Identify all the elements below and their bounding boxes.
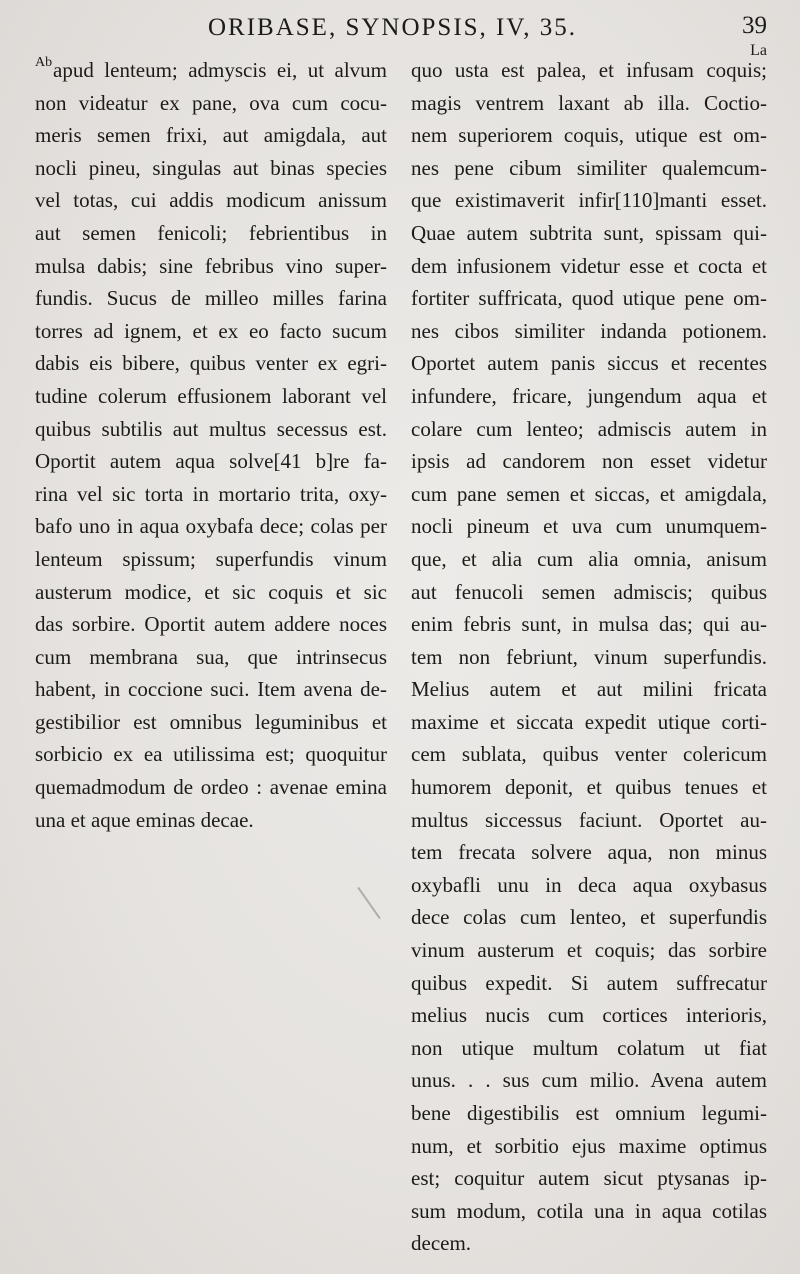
text-line: cum membrana sua, que intrinsecus bbox=[35, 644, 387, 669]
text-line: torres ad ignem, et ex eo facto sucum bbox=[35, 318, 387, 343]
text-line: cum pane semen et siccas, et amigdala, bbox=[411, 481, 767, 506]
text-line: quo usta est palea, et infusam coquis; bbox=[411, 58, 767, 82]
text-line: magis ventrem laxant ab illa. Coctio- bbox=[411, 90, 767, 115]
text-line: multus siccessus faciunt. Oportet au- bbox=[411, 807, 767, 832]
text-line: bene digestibilis est omnium legumi- bbox=[411, 1101, 767, 1125]
text-line: fortiter suffricata, quod utique pene om- bbox=[411, 286, 767, 311]
text-line: das sorbire. Oportit autem addere noces bbox=[35, 612, 387, 637]
text-line: tem non febriunt, vinum superfundis. bbox=[411, 644, 767, 669]
text-line: gestibilior est omnibus leguminibus et bbox=[35, 709, 387, 734]
stray-ink-mark bbox=[357, 887, 380, 919]
text-line: fundis. Sucus de milleo milles farina bbox=[35, 286, 387, 311]
text-line: infundere, fricare, jungendum aqua et bbox=[411, 383, 767, 408]
text-line: non utique multum colatum ut fiat bbox=[411, 1035, 767, 1060]
text-line: Quae autem subtrita sunt, spissam qui- bbox=[411, 220, 767, 245]
text-line: aut fenucoli semen admiscis; quibus bbox=[411, 579, 767, 604]
text-line: Oportet autem panis siccus et recentes bbox=[411, 351, 767, 376]
text-line: unus. . . sus cum milio. Avena autem bbox=[411, 1068, 767, 1093]
text-line: Melius autem et aut milini fricata bbox=[411, 677, 767, 702]
text-line: dece colas cum lenteo, et superfundis bbox=[411, 905, 767, 930]
text-line: que, et alia cum alia omnia, anisum bbox=[411, 546, 767, 571]
text-line: aut semen fenicoli; febrientibus in bbox=[35, 220, 387, 245]
text-line: dem infusionem videtur esse et cocta et bbox=[411, 253, 767, 278]
text-line: que existimaverit infir[110]manti esset. bbox=[411, 188, 767, 213]
text-line: vinum austerum et coquis; das sorbire bbox=[411, 938, 767, 963]
text-line: nem superiorem coquis, utique est om- bbox=[411, 123, 767, 148]
corner-label: La bbox=[750, 42, 767, 59]
text-line: humorem deponit, et quibus tenues et bbox=[411, 775, 767, 800]
page-number: 39 bbox=[742, 12, 767, 39]
text-line: habent, in coccione suci. Item avena de- bbox=[35, 677, 387, 702]
text-line: meris semen frixi, aut amigdala, aut bbox=[35, 123, 387, 148]
text-line: mulsa dabis; sine febribus vino super- bbox=[35, 253, 387, 278]
text-line: maxime et siccata expedit utique corti- bbox=[411, 709, 767, 734]
text-line: bafo uno in aqua oxybafa dece; colas per bbox=[35, 514, 387, 539]
text-line: nocli pineu, singulas aut binas species bbox=[35, 155, 387, 180]
text-line: dabis eis bibere, quibus venter ex egri- bbox=[35, 351, 387, 376]
text-line: sorbicio ex ea utilissima est; quoquitur bbox=[35, 742, 387, 767]
text-line: tudine colerum effusionem laborant vel bbox=[35, 383, 387, 408]
text-line: nes pene cibum similiter qualemcum- bbox=[411, 155, 767, 180]
text-line: ipsis ad candorem non esset videtur bbox=[411, 449, 767, 474]
text-line: lenteum spissum; superfundis vinum bbox=[35, 546, 387, 571]
margin-label: Ab bbox=[35, 55, 53, 70]
text-line: vel totas, cui addis modicum anissum bbox=[35, 188, 387, 213]
text-line: enim febris sunt, in mulsa das; qui au- bbox=[411, 612, 767, 637]
text-line: colare cum lenteo; admiscis autem in bbox=[411, 416, 767, 441]
text-line: quibus expedit. Si autem suffrecatur bbox=[411, 970, 767, 995]
text-line: una et aque eminas decae. bbox=[35, 807, 254, 832]
text-line: num, et sorbitio ejus maxime optimus bbox=[411, 1133, 767, 1158]
text-line: nes cibos similiter indanda potionem. bbox=[411, 318, 767, 343]
left-text-column bbox=[35, 54, 387, 836]
text-line: sum modum, cotila una in aqua cotilas bbox=[411, 1198, 767, 1223]
text-line: quemadmodum de ordeo : avenae emina bbox=[35, 775, 387, 800]
text-line: oxybafli unu in deca aqua oxybasus bbox=[411, 872, 767, 897]
text-line: est; coquitur autem sicut ptysanas ip- bbox=[411, 1166, 767, 1191]
text-line: non videatur ex pane, ova cum cocu- bbox=[35, 90, 387, 115]
text-line: rina vel sic torta in mortario trita, oxy- bbox=[35, 481, 387, 506]
text-line: decem. bbox=[411, 1231, 472, 1256]
text-line: austerum modice, et sic coquis et sic bbox=[35, 579, 387, 604]
text-line: apud lenteum; admyscis ei, ut alvum bbox=[53, 58, 387, 82]
text-line: cem sublata, quibus venter colericum bbox=[411, 742, 767, 767]
text-line: Oportit autem aqua solve[41 b]re fa- bbox=[35, 449, 387, 474]
text-line: melius nucis cum cortices interioris, bbox=[411, 1003, 767, 1028]
text-line: nocli pineum et uva cum unumquem- bbox=[411, 514, 767, 539]
running-title: ORIBASE, SYNOPSIS, IV, 35. bbox=[208, 14, 577, 41]
right-text-column bbox=[411, 54, 767, 1260]
text-line: tem frecata solvere aqua, non minus bbox=[411, 840, 767, 865]
text-line: quibus subtilis aut multus secessus est. bbox=[35, 416, 387, 441]
